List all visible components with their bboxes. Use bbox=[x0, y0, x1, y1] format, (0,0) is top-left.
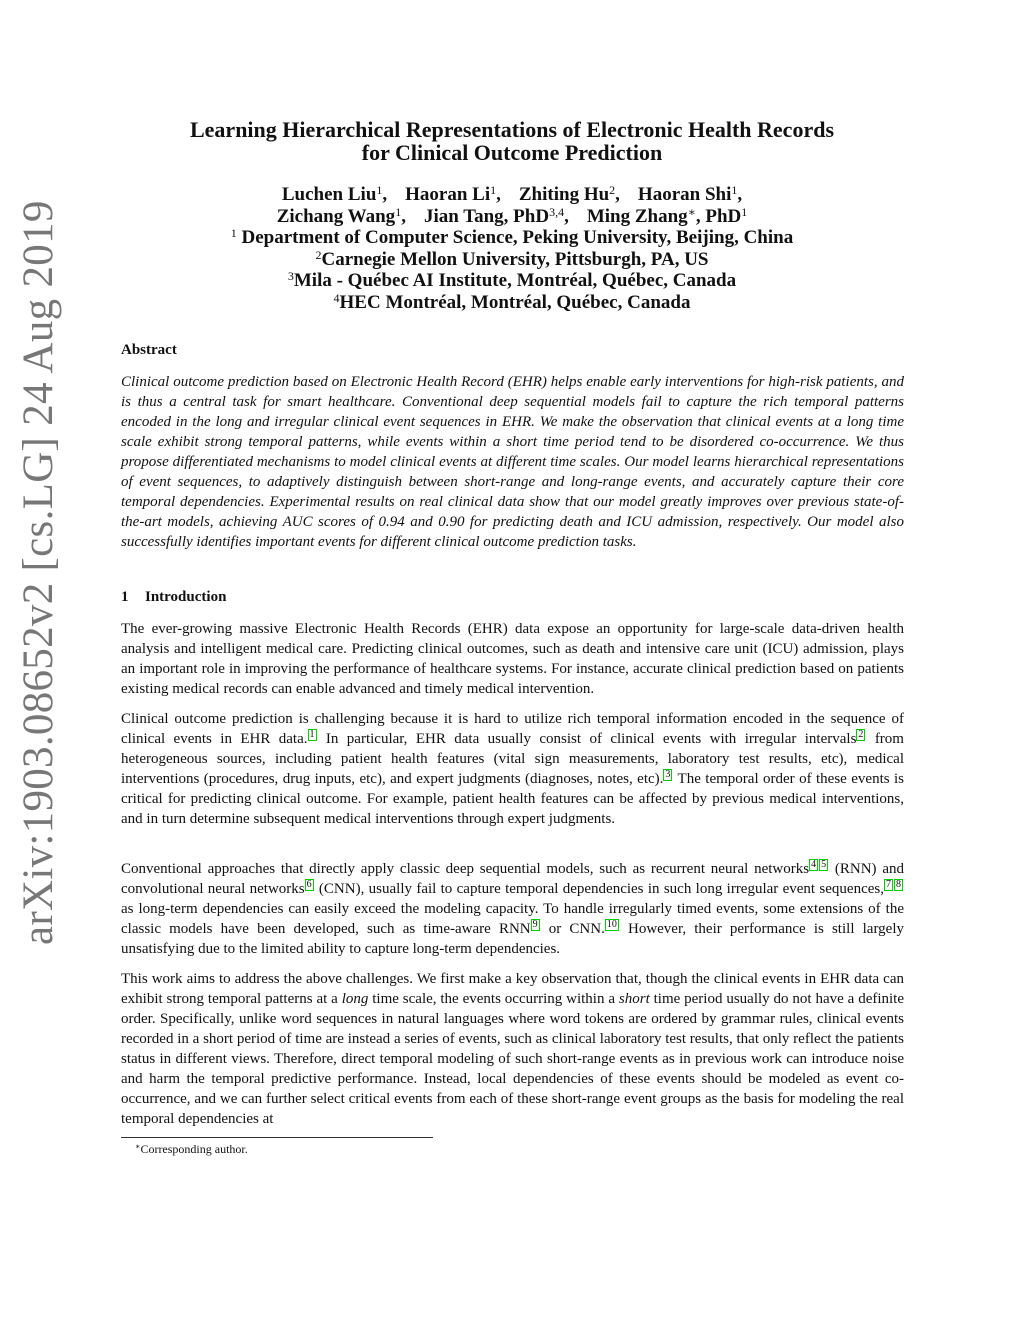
title-line-1: Learning Hierarchical Representations of Electronic Health Records bbox=[189, 117, 834, 142]
author-affil-mark: 1 bbox=[490, 183, 497, 197]
text-run: Conventional approaches that directly apply classic deep sequential models, such as recurrent neural networks bbox=[121, 861, 810, 877]
intro-paragraph-4 bbox=[121, 969, 904, 1129]
author-degree: , PhD bbox=[695, 205, 742, 227]
corresponding-mark: ∗ bbox=[687, 204, 696, 219]
author-name: Zhiting Hu bbox=[518, 184, 610, 205]
abstract-text: Clinical outcome prediction based on Electronic Health Record (EHR) helps enable early interventions for high-risk patients, and is thus a central task for smart healthcare. Conventional deep sequential models fail to capture the rich temporal patterns encoded in the long and irregular clinical event sequences in EHR. We make the observation that clinical events at a long time scale exhibit strong temporal patterns, while events within a short time period tend to be disordered co-occurrence. We thus propose differentiated mechanisms to model clinical events at different time scales. Our model learns hierarchical representations of event sequences, to adaptively distinguish between short-range and long-range events, and accurately capture their core temporal dependencies. Experimental results on real clinical data show that our model greatly improves over previous state-of-the-art models, achieving AUC scores of 0.94 and 0.90 for predicting death and ICU admission, respectively. Our model also successfully identifies important events for different clinical outcome prediction tasks. bbox=[121, 374, 904, 550]
abstract-heading: Abstract bbox=[121, 342, 177, 358]
paper-title bbox=[0, 118, 1024, 164]
arxiv-side-stamp: arXiv:1903.08652v2 [cs.LG] 24 Aug 2019 bbox=[15, 200, 62, 945]
title-line-2: for Clinical Outcome Prediction bbox=[361, 140, 663, 165]
author-name: Zichang Wang bbox=[276, 205, 396, 227]
author-name: Luchen Liu bbox=[281, 184, 377, 205]
author-affil-mark: 2 bbox=[609, 183, 616, 197]
section-heading-introduction bbox=[121, 589, 226, 606]
author-block bbox=[0, 184, 1024, 313]
intro-paragraph-1: The ever-growing massive Electronic Health Records (EHR) data expose an opportunity for large-scale data-driven health analysis and intelligent medical care. Predicting clinical outcomes, such as death and intensive care unit (ICU) admission, plays an important role in improving the performance of healthcare systems. For instance, accurate clinical prediction based on patients existing medical records can enable advanced and timely medical intervention. bbox=[121, 621, 904, 697]
author-line-1: Luchen Liu$^1$, Haoran Li$^1$, Zhiting Hu$^2$, Haoran Shi$^1$, bbox=[281, 183, 743, 205]
text-run: from heterogeneous sources, including patient health features (vital sign measurements, laboratory test results, etc), medical interventions (procedures, drug inputs, etc), and expert judgments (diagnoses, notes, etc). bbox=[121, 731, 904, 787]
author-affil-mark: 1 bbox=[395, 204, 402, 219]
citation-link[interactable]: 4 bbox=[811, 859, 817, 870]
text-run: This work aims to address the above challenges. We first make a key observation that, though the clinical events in EHR data can exhibit strong temporal patterns at a bbox=[121, 971, 904, 1007]
text-run: Clinical outcome prediction is challenging because it is hard to utilize rich temporal information encoded in the sequence of clinical events in EHR data. bbox=[121, 711, 904, 747]
footnote-mark: ∗ bbox=[135, 1142, 141, 1151]
affiliation-4 bbox=[0, 292, 1024, 314]
affil-text: Mila - Québec AI Institute, Montréal, Québec, Canada bbox=[293, 270, 737, 291]
text-run: The temporal order of these events is critical for predicting clinical outcome. For example, patient health features can be affected by previous medical interventions, and in turn determine subsequent medical interventions through expert judgments. bbox=[121, 771, 905, 827]
emphasis: long bbox=[341, 991, 369, 1007]
section-title: Introduction bbox=[145, 589, 227, 605]
affil-mark: 1 bbox=[230, 226, 237, 240]
footnote bbox=[135, 1142, 248, 1157]
author-affil-mark: 1 bbox=[376, 183, 383, 197]
citation-link[interactable]: 8 bbox=[895, 879, 901, 890]
citation-link[interactable]: 6 bbox=[306, 879, 312, 890]
section-number: 1 bbox=[121, 589, 129, 605]
emphasis: short bbox=[618, 991, 650, 1007]
footnote-rule bbox=[121, 1137, 433, 1138]
text-run: However, their performance is still largely unsatisfying due to the limited ability to capture long-term dependencies. bbox=[121, 921, 904, 957]
author-affil-mark: 3,4 bbox=[549, 204, 565, 219]
author-affil-mark: 1 bbox=[741, 204, 748, 219]
citation-link[interactable]: 9 bbox=[532, 919, 538, 930]
citation-link[interactable]: 10 bbox=[606, 919, 617, 930]
author-line-2: Zichang Wang$^1$, Jian Tang, PhD$^{3,4}$, Ming Zhang∗, PhD$^1$ bbox=[276, 204, 748, 227]
affil-mark: 3 bbox=[287, 269, 294, 283]
affil-text: HEC Montréal, Montréal, Québec, Canada bbox=[339, 291, 691, 313]
text-run: (CNN), usually fail to capture temporal dependencies in such long irregular event sequences, bbox=[314, 881, 884, 897]
affil-text: Carnegie Mellon University, Pittsburgh, PA, US bbox=[321, 248, 709, 270]
text-run: as long-term dependencies can easily exceed the modeling capacity. To handle irregularly timed events, some extensions of the classic models have been developed, such as time-aware RNN bbox=[121, 901, 904, 937]
author-name: Haoran Shi bbox=[637, 184, 732, 205]
citation-link[interactable]: 2 bbox=[858, 729, 864, 740]
citation-link[interactable]: 3 bbox=[665, 769, 671, 780]
affil-mark: 2 bbox=[315, 247, 322, 262]
footnote-text: Corresponding author. bbox=[140, 1142, 248, 1156]
affiliation-2 bbox=[0, 249, 1024, 271]
author-affil-mark: 1 bbox=[731, 183, 738, 197]
affiliation-3 bbox=[0, 270, 1024, 292]
author-name: Haoran Li bbox=[405, 184, 491, 205]
citation-link[interactable]: 5 bbox=[821, 859, 827, 870]
affil-mark: 4 bbox=[333, 290, 340, 305]
author-name: Ming Zhang bbox=[586, 205, 688, 227]
text-run: (RNN) and convolutional neural networks bbox=[121, 861, 904, 897]
affiliation-1 bbox=[0, 227, 1024, 249]
author-name: Jian Tang, PhD bbox=[423, 205, 550, 227]
citation-link[interactable]: 1 bbox=[309, 729, 315, 740]
intro-paragraph-3 bbox=[121, 859, 904, 959]
text-run: or CNN. bbox=[540, 921, 605, 937]
text-run: time period usually do not have a definite order. Specifically, unlike word sequences in natural languages where word tokens are ordered by grammar rules, clinical events recorded in a short period of time are instead a series of events, such as clinical laboratory test results, that only reflect the patients status in different views. Therefore, direct temporal modeling of such short-range events as in previous work can introduce noise and harm the temporal predictive performance. Instead, local dependencies of these events should be modeled as event co-occurrence, and we can further select critical events from each of these short-range event groups as the basis for modeling the real temporal dependencies at bbox=[121, 991, 905, 1127]
intro-paragraph-2 bbox=[121, 709, 904, 829]
citation-link[interactable]: 7 bbox=[885, 879, 891, 890]
affil-text: Department of Computer Science, Peking University, Beijing, China bbox=[236, 227, 794, 248]
text-run: In particular, EHR data usually consist of clinical events with irregular intervals bbox=[317, 731, 857, 747]
text-run: time scale, the events occurring within a bbox=[368, 991, 619, 1007]
